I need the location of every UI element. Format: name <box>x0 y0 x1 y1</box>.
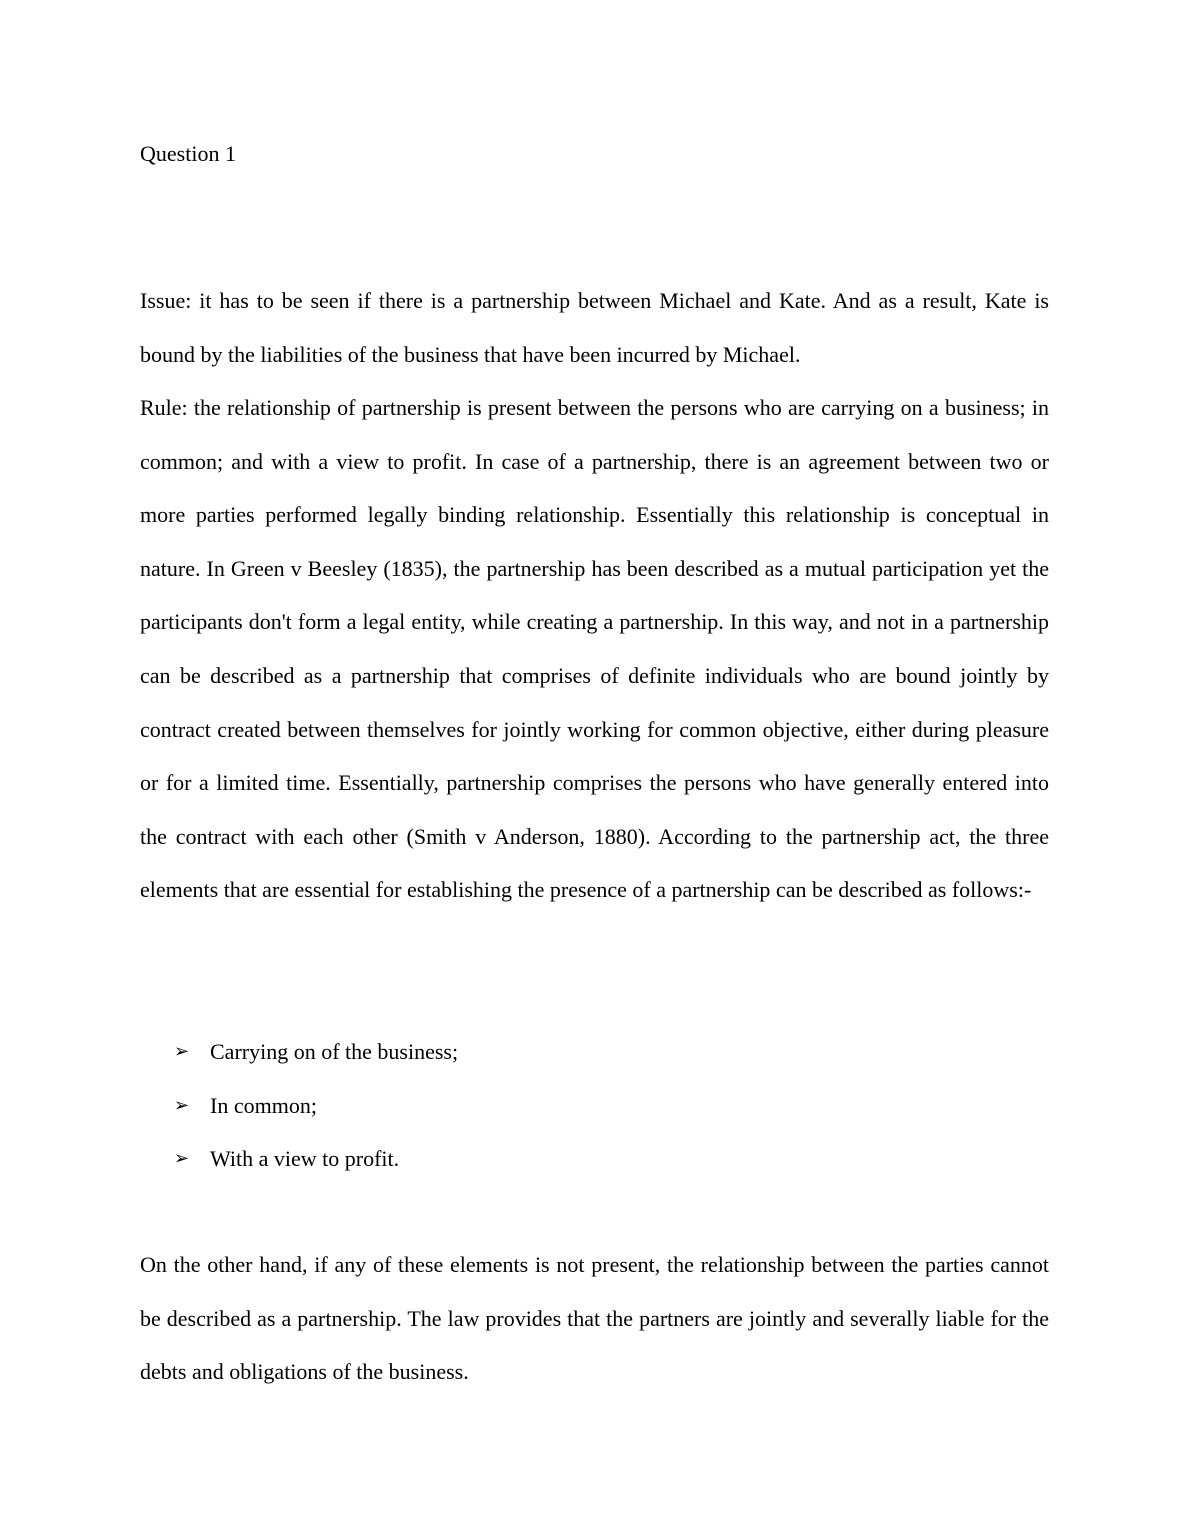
issue-paragraph: Issue: it has to be seen if there is a partnership between Michael and Kate. And as a result, Kate is bound by the liabilities of the business that have been incurred by Michael. <box>140 288 1049 367</box>
list-item-text: With a view to profit. <box>210 1146 400 1172</box>
question-heading: Question 1 <box>140 141 236 166</box>
arrow-bullet-icon: ➢ <box>174 1148 190 1170</box>
arrow-bullet-icon: ➢ <box>174 1041 190 1062</box>
elements-list <box>140 1025 1049 1186</box>
rule-paragraph: Rule: the relationship of partnership is present between the persons who are carrying on a business; in common; and with a view to profit. In case of a partnership, there is an agreement between two or more parties performed legally binding relationship. Essentially this relationship is conceptual in nature. In Green v Beesley (1835), the partnership has been described as a mutual participation yet the participants don't form a legal entity, while creating a partnership. In this way, and not in a partnership can be described as a partnership that comprises of definite individuals who are bound jointly by contract created between themselves for jointly working for common objective, either during pleasure or for a limited time. Essentially, partnership comprises the persons who have generally entered into the contract with each other (Smith v Anderson, 1880). According to the partnership act, the three elements that are essential for establishing the presence of a partnership can be described as follows:- <box>140 395 1049 903</box>
list-item-text: In common; <box>210 1092 317 1118</box>
list-item <box>140 1132 1049 1186</box>
list-item-text: Carrying on of the business; <box>210 1039 459 1064</box>
conclusion-paragraph: On the other hand, if any of these elements is not present, the relationship between the parties cannot be described as a partnership. The law provides that the partners are jointly and severally liable for the debts and obligations of the business. <box>140 1252 1049 1385</box>
arrow-bullet-icon: ➢ <box>174 1094 190 1116</box>
list-item <box>140 1025 1049 1079</box>
list-item <box>140 1079 1049 1133</box>
